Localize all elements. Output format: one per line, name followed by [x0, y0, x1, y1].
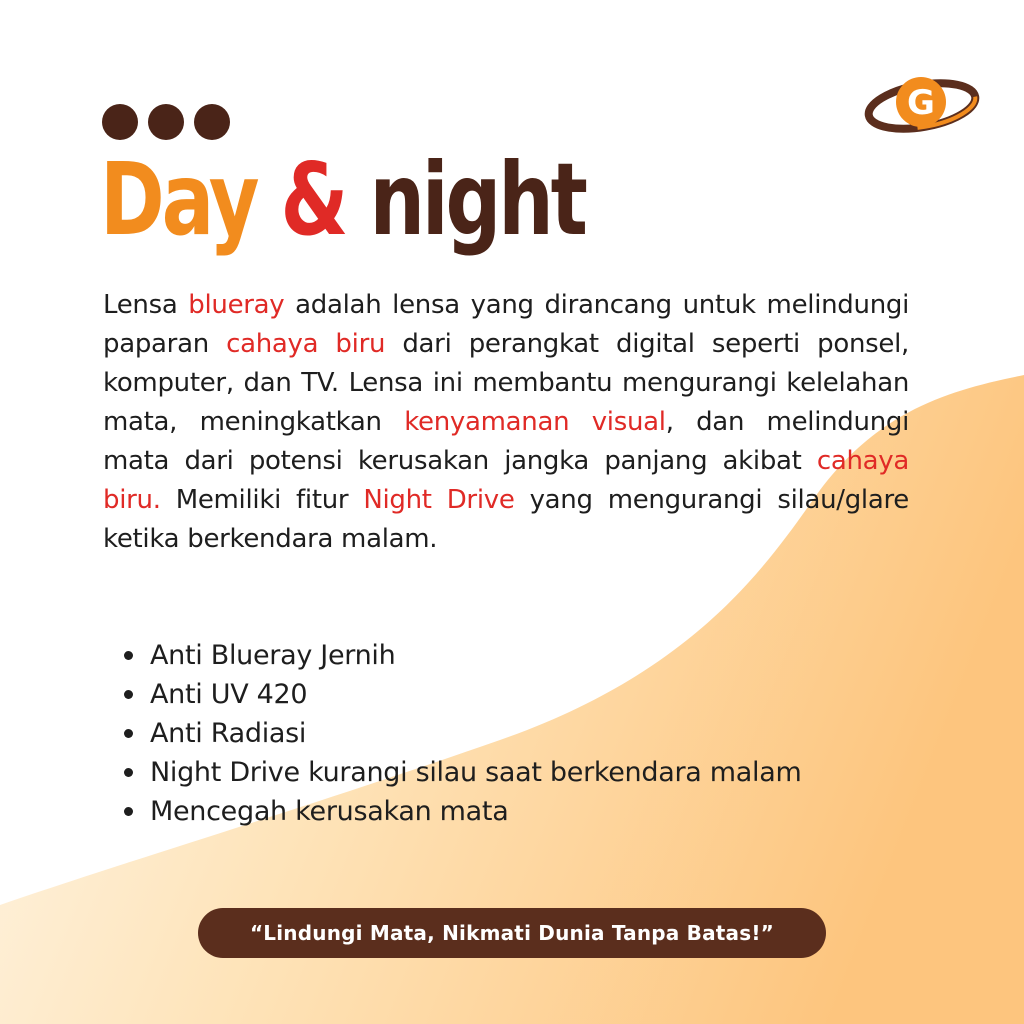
- description-text: Lensa: [103, 290, 189, 320]
- tagline-text: “Lindungi Mata, Nikmati Dunia Tanpa Batas!”: [249, 921, 775, 945]
- bullet-icon: [124, 729, 133, 738]
- tagline-pill: [198, 908, 826, 958]
- title-ampersand: &: [280, 141, 346, 258]
- highlight-blueray: blueray: [188, 290, 285, 320]
- bullet-icon: [124, 807, 133, 816]
- decorative-dots: [102, 104, 230, 140]
- feature-label: Anti Radiasi: [150, 718, 307, 749]
- highlight-night-drive: Night Drive: [363, 485, 515, 515]
- list-item: [150, 792, 801, 831]
- title-night: night: [369, 141, 585, 258]
- feature-label: Anti UV 420: [150, 679, 308, 710]
- highlight-cahaya-biru: cahaya biru: [226, 329, 386, 359]
- list-item: [150, 714, 801, 753]
- highlight-kenyamanan-visual: kenyamanan visual: [404, 407, 666, 437]
- description-text: , dan melindungi mata dari potensi kerusakan jangka panjang akibat: [103, 407, 909, 476]
- feature-label: Mencegah kerusakan mata: [150, 796, 509, 827]
- feature-label: Anti Blueray Jernih: [150, 640, 396, 671]
- list-item: [150, 675, 801, 714]
- description-text: dari perangkat digital seperti ponsel, komputer, dan TV. Lensa ini membantu mengurangi kelelahan mata, meningkatkan: [103, 329, 909, 437]
- page-title: [100, 141, 585, 258]
- list-item: [150, 753, 801, 792]
- dot: [102, 104, 138, 140]
- description-text: yang mengurangi silau/glare ketika berkendara malam.: [103, 485, 909, 554]
- feature-list: [150, 636, 801, 831]
- description-text: Memiliki fitur: [160, 485, 364, 515]
- feature-label: Night Drive kurangi silau saat berkendara malam: [150, 757, 802, 788]
- bullet-icon: [124, 690, 133, 699]
- list-item: [150, 636, 801, 675]
- description-paragraph: [103, 286, 909, 559]
- logo-letter: G: [907, 83, 935, 123]
- dot: [194, 104, 230, 140]
- dot: [148, 104, 184, 140]
- brand-logo-icon: [862, 66, 980, 144]
- title-day: Day: [100, 141, 257, 258]
- bullet-icon: [124, 651, 133, 660]
- bullet-icon: [124, 768, 133, 777]
- highlight-cahaya-biru-2: cahaya biru.: [103, 446, 909, 515]
- description-text: adalah lensa yang dirancang untuk melindungi paparan: [103, 290, 909, 359]
